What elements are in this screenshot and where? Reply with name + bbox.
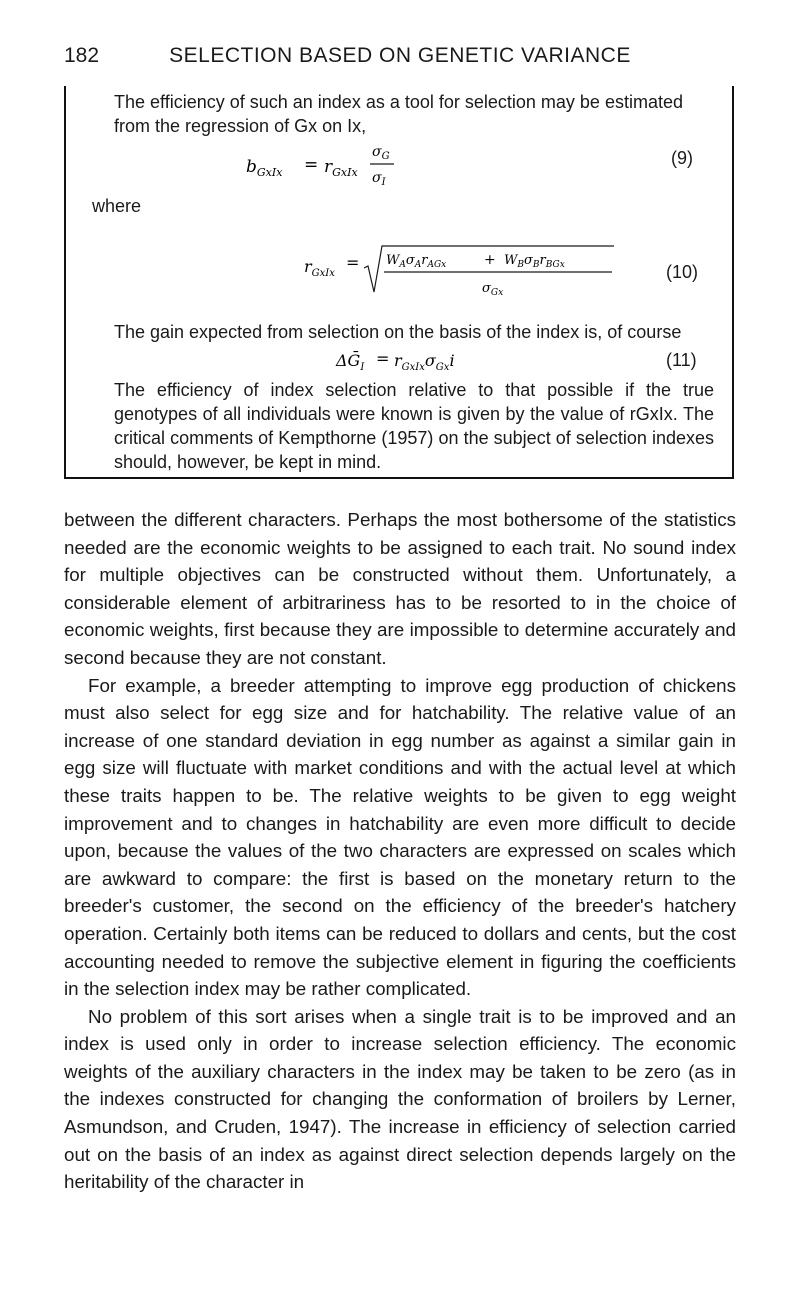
svg-text:σI: $\sigma_I$ xyxy=(372,170,386,188)
svg-text:ΔḠI: ΔḠ$_I$ xyxy=(336,351,365,373)
equation-11-number: (11) xyxy=(666,350,697,370)
equation-9 xyxy=(244,138,544,188)
running-title: SELECTION BASED ON GENETIC VARIANCE xyxy=(169,44,631,67)
svg-text:rGxIx: $r_{GxIx}$ xyxy=(324,157,358,179)
box-intro-text: The efficiency of such an index as a tool for selection may be estimated from the regression of Gx on Ix, xyxy=(114,92,683,136)
paragraph-1: between the different characters. Perhaps the most bothersome of the statistics needed are the economic weights to be assigned to each trait. No sound index for multiple objectives can be constructed without them. Unfortunately, a considerable element of arbitrariness has to be resorted to in the choice of economic weights, first because they are impossible to determine accurately and second because they are not constant. xyxy=(64,509,736,668)
paragraph-2: For example, a breeder attempting to improve egg production of chickens must also select for egg size and for hatchability. The relative value of an increase of one standard deviation in egg number as against a similar gain in egg size will fluctuate with market conditions and with the actual level at which these traits happen to be. The relative weights to be given to egg weight improvement and to changes in hatchability are even more difficult to decide upon, because the values of the two characters are expressed on scales which are awkward to compare: the first is based on the monetary return to the breeder's customer, the second on the efficiency of the breeder's hatchery operation. Certainly both items can be reduced to dollars and cents, but the cost accounting needed to remove the subjective element in figuring the coefficients in the selection index may be rather complicated. xyxy=(64,674,736,1000)
equation-10-render xyxy=(302,234,622,300)
main-body xyxy=(64,506,736,1196)
closing-text: The efficiency of index selection relative to that possible if the true genotypes of all individuals were known is given by the value of rGxIx. The critical comments of Kempthorne (1957) on the subject of selection indexes should, however, be kept in mind. xyxy=(114,380,714,472)
equation-9-number: (9) xyxy=(671,148,693,168)
svg-text:=: = xyxy=(376,349,390,368)
svg-text:bGxIx: $b_{GxIx}$ xyxy=(246,157,283,179)
paragraph-3: No problem of this sort arises when a single trait is to be improved and an index is used only in order to increase selection efficiency. The economic weights of the auxiliary characters in the index may be taken to be zero (as in the indexes constructed for changing the conformation of broilers by Lerner, Asmundson, and Cruden, 1947). The increase in efficiency of selection carried out on the basis of an index as against direct selection depends largely on the heritability of the character in xyxy=(64,1005,736,1193)
page-number: 182 xyxy=(64,44,100,67)
svg-text:rGxIxσGxi: $r_{GxIx}\sigma_{Gx}i$ xyxy=(394,351,455,373)
equation-9-render xyxy=(244,138,544,188)
svg-text:WBσBrBGx: $W_B\sigma_Br_{BGx}$ xyxy=(504,253,565,270)
equation-10-number: (10) xyxy=(666,262,699,282)
boxed-note xyxy=(64,86,734,479)
equation-11-render xyxy=(334,344,534,374)
where-label: where xyxy=(92,196,142,216)
svg-text:σGx: $\sigma_{Gx}$ xyxy=(482,281,504,298)
svg-text:σG: $\sigma_G$ xyxy=(372,144,390,162)
svg-text:=: = xyxy=(346,253,360,272)
svg-text:WAσArAGx: $W_A\sigma_Ar_{AGx}$ xyxy=(386,253,447,270)
page-header xyxy=(64,44,736,74)
equation-11 xyxy=(334,344,534,374)
equation-10 xyxy=(302,234,622,300)
svg-text:+: + xyxy=(484,252,496,268)
svg-text:=: = xyxy=(304,155,319,175)
gain-text: The gain expected from selection on the basis of the index is, of course xyxy=(114,322,682,342)
svg-text:rGxIx: $r_{GxIx}$ xyxy=(304,257,335,279)
